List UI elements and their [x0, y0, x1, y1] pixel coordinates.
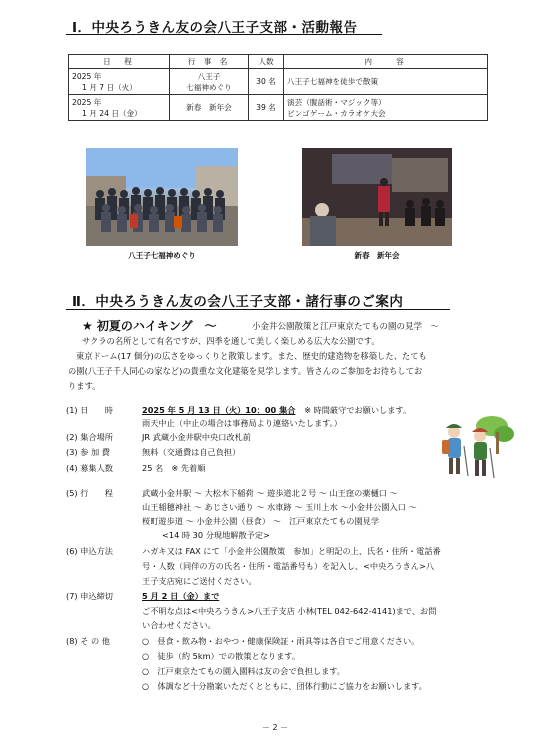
item-value: JR 武蔵小金井駅中央口改札前 [142, 432, 251, 442]
itinerary-line: 桜町遊歩道 ～ 小金井公園（昼食） ～ 江戸東京たてもの園見学 [142, 516, 380, 526]
other-note: ○ 昼食・飲み物・おやつ・健康保険証・雨具等は各自でご用意ください。 [142, 636, 420, 646]
intro-line: ります。 [68, 381, 101, 391]
other-note: ○ 徒歩（約 5km）での散策となります。 [142, 651, 301, 661]
cell-content [284, 69, 488, 95]
rain-note: 雨天中止（中止の場合は事務局より連絡いたします。） [142, 418, 342, 428]
section1-underline [66, 34, 382, 35]
itinerary-line: <14 時 30 分現地解散予定> [162, 530, 270, 540]
hikers-illustration [432, 412, 516, 482]
activity-report-table [68, 54, 488, 121]
intro-line: サクラの名所として有名ですが、四季を通して美しく楽しめる広大な公園です。 [82, 336, 380, 346]
application-line: 号・人数（同伴の方の氏名・住所・電話番号も）を記入し、<中央ろうきん>八 [142, 561, 435, 571]
item-label: (2) 集合場所 [66, 432, 113, 442]
intro-line: の園(八王子千人同心の家など)の貴重な文化建築を見学します。皆さんのご参加をお待ちしてお [68, 366, 423, 376]
cell-count: 30 名 [249, 69, 284, 95]
event-line2: 七福神めぐり [186, 82, 232, 92]
deadline-date: 5 月 2 日（金）まで [142, 591, 220, 601]
item-label: (4) 募集人数 [66, 463, 113, 473]
party-photo-new-year [302, 148, 452, 246]
item-label: (8) そ の 他 [66, 636, 110, 646]
contact-line: ご不明な点は<中央ろうきん>八王子支店 小林(TEL 042-642-4141)まで、お問 [142, 606, 437, 616]
date-line2: 1 月 24 日（金） [82, 108, 142, 118]
item-label: (5) 行 程 [66, 488, 113, 498]
contact-line: い合わせください。 [142, 620, 216, 630]
item-label: (1) 日 時 [66, 405, 113, 415]
cell-event: 新春 新年会 [170, 95, 249, 121]
group-photo-shichifukujin [86, 148, 238, 246]
header-count: 人数 [249, 55, 284, 69]
item-value: 25 名 ※ 先着順 [142, 463, 206, 473]
table-header-row [69, 55, 488, 69]
application-line: ハガキ又は FAX にて「小金井公園散策 参加」と明記の上、氏名・住所・電話番 [142, 546, 441, 556]
item-label: (6) 申込方法 [66, 546, 113, 556]
cell-date [69, 95, 170, 121]
page-number: － 2 － [261, 723, 289, 732]
cell-content [284, 95, 488, 121]
section2-underline [66, 309, 450, 310]
hiking-subtitle: 小金井公園散策と江戸東京たてもの園の見学 ～ [252, 322, 440, 332]
item-value [142, 404, 411, 417]
other-note: ○ 江戸東京たてもの園入園料は友の会で負担します。 [142, 666, 345, 676]
event-datetime: 2025 年 5 月 13 日（火）10：00 集合 [142, 405, 296, 415]
intro-line: 東京ドーム(17 個分)の広さをゆっくりと散策します。また、歴史的建造物を移築した、たても [76, 351, 427, 361]
header-event: 行 事 名 [170, 55, 249, 69]
content-line1: 演芸（腹話術・マジック等） [287, 97, 386, 107]
header-content: 内 容 [284, 55, 488, 69]
header-date: 日 程 [69, 55, 170, 69]
application-line: 王子支店宛にご送付ください。 [142, 576, 257, 586]
date-line1: 2025 年 [72, 97, 102, 107]
content-line1: 八王子七福神を徒歩で散策 [287, 77, 379, 86]
item-label: (3) 参 加 費 [66, 447, 110, 457]
cell-count: 39 名 [249, 95, 284, 121]
event-line1: 八王子 [197, 71, 221, 81]
item-value: 無料（交通費は自己負担） [142, 447, 241, 457]
caption-photo2: 新春 新年会 [354, 251, 400, 260]
section2-title: Ⅱ．中央ろうきん友の会八王子支部・諸行事のご案内 [72, 294, 404, 310]
other-note: ○ 体調など十分勘案いただくとともに、団体行動にご協力をお願いします。 [142, 681, 427, 691]
itinerary-line: 山王稲穂神社 ～ あじさい通り ～ 水車跡 ～ 玉川上水 ～小金井公園入口 ～ [142, 502, 417, 512]
itinerary-line: 武蔵小金井駅 ～ 大松木下稲荷 ～ 遊歩道北２号 ～ 山王窪の薬樋口 ～ [142, 488, 398, 498]
item-label: (7) 申込締切 [66, 591, 113, 601]
cell-event [170, 69, 249, 95]
content-line2: ビンゴゲーム・カラオケ大会 [287, 108, 386, 118]
section1-title: Ⅰ．中央ろうきん友の会八王子支部・活動報告 [72, 20, 358, 36]
date-line1: 2025 年 [72, 71, 102, 81]
date-line2: 1 月 7 日（火） [82, 82, 137, 92]
table-row [69, 69, 488, 95]
cell-date [69, 69, 170, 95]
caption-photo1: 八王子七福神めぐり [128, 251, 196, 260]
hiking-title: ★ 初夏のハイキング ～ [82, 319, 217, 333]
table-row [69, 95, 488, 121]
datetime-note: ※ 時間厳守でお願いします。 [304, 405, 412, 415]
